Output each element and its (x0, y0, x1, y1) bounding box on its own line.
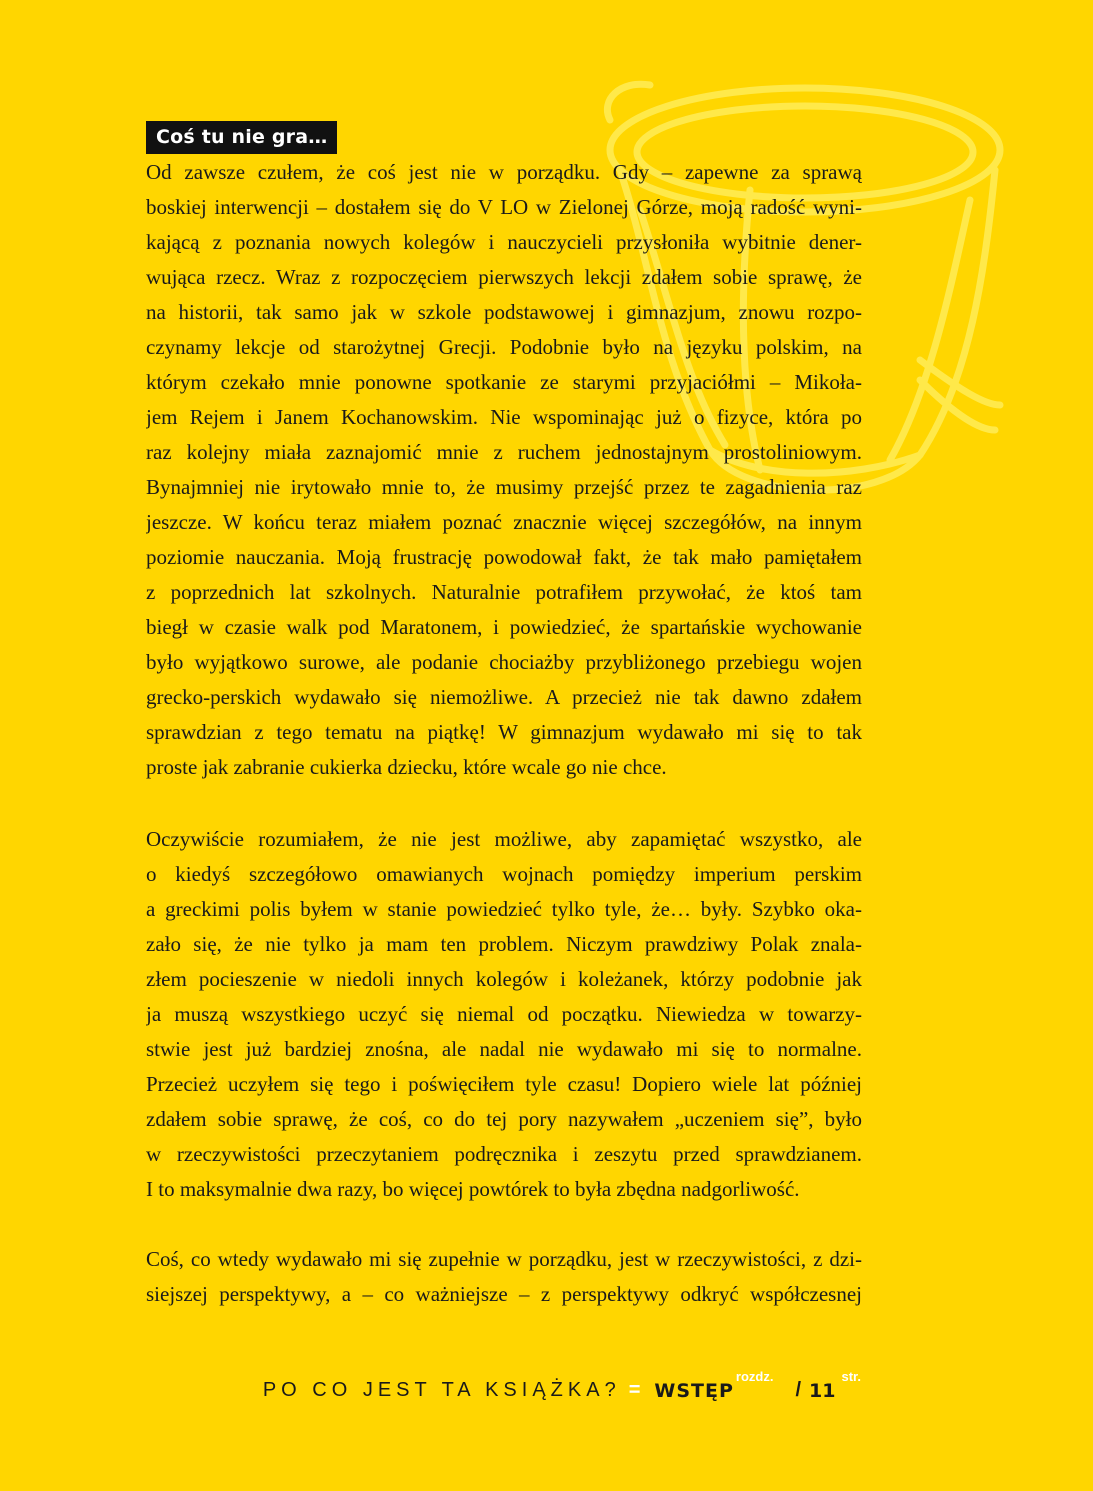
text-line: jem Rejem i Janem Kochanowskim. Nie wspominając już o fizyce, która po (146, 405, 862, 429)
text-line: o kiedyś szczegółowo omawianych wojnach pomiędzy imperium perskim (146, 862, 862, 886)
footer-chapter: WSTĘP (654, 1380, 734, 1402)
text-line: kającą z poznania nowych kolegów i nauczycieli przysłoniła wybitnie dener- (146, 230, 862, 254)
text-line: ja muszą wszystkiego uczyć się niemal od początku. Niewiedza w towarzy- (146, 1002, 862, 1026)
text-line: proste jak zabranie cukierka dziecku, które wcale go nie chce. (146, 755, 667, 779)
footer-equals: = (628, 1379, 641, 1401)
text-line: zało się, że nie tylko ja mam ten problem. Niczym prawdziwy Polak znala- (146, 932, 862, 956)
footer-slash: / (795, 1379, 802, 1401)
text-line: raz kolejny miała zaznajomić mnie z ruchem jednostajnym prostoliniowym. (146, 440, 862, 464)
text-line: stwie jest już bardziej znośna, ale nadal nie wydawało mi się to normalne. (146, 1037, 862, 1061)
text-line: Bynajmniej nie irytowało mnie to, że musimy przejść przez te zagadnienia raz (146, 475, 862, 499)
text-line: jeszcze. W końcu teraz miałem poznać znacznie więcej szczegółów, na innym (146, 510, 862, 534)
text-line: biegł w czasie walk pod Maratonem, i powiedzieć, że spartańskie wychowanie (146, 615, 862, 639)
text-line: zdałem sobie sprawę, że coś, co do tej pory nazywałem „uczeniem się”, było (146, 1107, 862, 1131)
text-line: wująca rzecz. Wraz z rozpoczęciem pierwszych lekcji zdałem sobie sprawę, że (146, 265, 862, 289)
section-heading: Coś tu nie gra… (146, 121, 337, 154)
footer-page-label: str. (841, 1369, 861, 1384)
text-line: sprawdzian z tego tematu na piątkę! W gimnazjum wydawało mi się to tak (146, 720, 862, 744)
page-footer (262, 1369, 861, 1402)
text-line: złem pocieszenie w niedoli innych kolegów i koleżanek, którzy podobnie jak (146, 967, 862, 991)
text-line: Oczywiście rozumiałem, że nie jest możliwe, aby zapamiętać wszystko, ale (146, 827, 862, 851)
text-line: było wyjątkowo surowe, ale podanie chociażby przybliżonego przebiegu wojen (146, 650, 862, 674)
text-line: Coś, co wtedy wydawało mi się zupełnie w porządku, jest w rzeczywistości, z dzi- (146, 1247, 862, 1271)
footer-chapter-label: rozdz. (735, 1369, 774, 1384)
text-line: którym czekało mnie ponowne spotkanie ze starymi przyjaciółmi – Mikoła- (146, 370, 862, 394)
text-line: na historii, tak samo jak w szkole podstawowej i gimnazjum, znowu rozpo- (146, 300, 862, 324)
text-line: Przecież uczyłem się tego i poświęciłem tyle czasu! Dopiero wiele lat później (146, 1072, 862, 1096)
text-line: czynamy lekcje od starożytnej Grecji. Podobnie było na języku polskim, na (146, 335, 862, 359)
footer-page-number: 11 (809, 1380, 836, 1402)
text-line: w rzeczywistości przeczytaniem podręcznika i zeszytu przed sprawdzianem. (146, 1142, 862, 1166)
text-line: z poprzednich lat szkolnych. Naturalnie potrafiłem przywołać, że ktoś tam (146, 580, 862, 604)
text-line: grecko-perskich wydawało się niemożliwe. A przecież nie tak dawno zdałem (146, 685, 862, 709)
text-line: boskiej interwencji – dostałem się do V LO w Zielonej Górze, moją radość wyni- (146, 195, 862, 219)
text-line: Od zawsze czułem, że coś jest nie w porządku. Gdy – zapewne za sprawą (146, 160, 862, 184)
paragraph-2 (146, 822, 862, 1207)
text-line: I to maksymalnie dwa razy, bo więcej powtórek to była zbędna nadgorliwość. (146, 1177, 800, 1201)
text-line: poziomie nauczania. Moją frustrację powodował fakt, że tak mało pamiętałem (146, 545, 862, 569)
footer-book-title: PO CO JEST TA KSIĄŻKA? (262, 1379, 621, 1401)
paragraph-1 (146, 155, 862, 785)
text-line: siejszej perspektywy, a – co ważniejsze – z perspektywy odkryć współczesnej (146, 1282, 862, 1306)
text-line: a greckimi polis byłem w stanie powiedzieć tylko tyle, że… były. Szybko oka- (146, 897, 862, 921)
paragraph-3 (146, 1242, 862, 1312)
